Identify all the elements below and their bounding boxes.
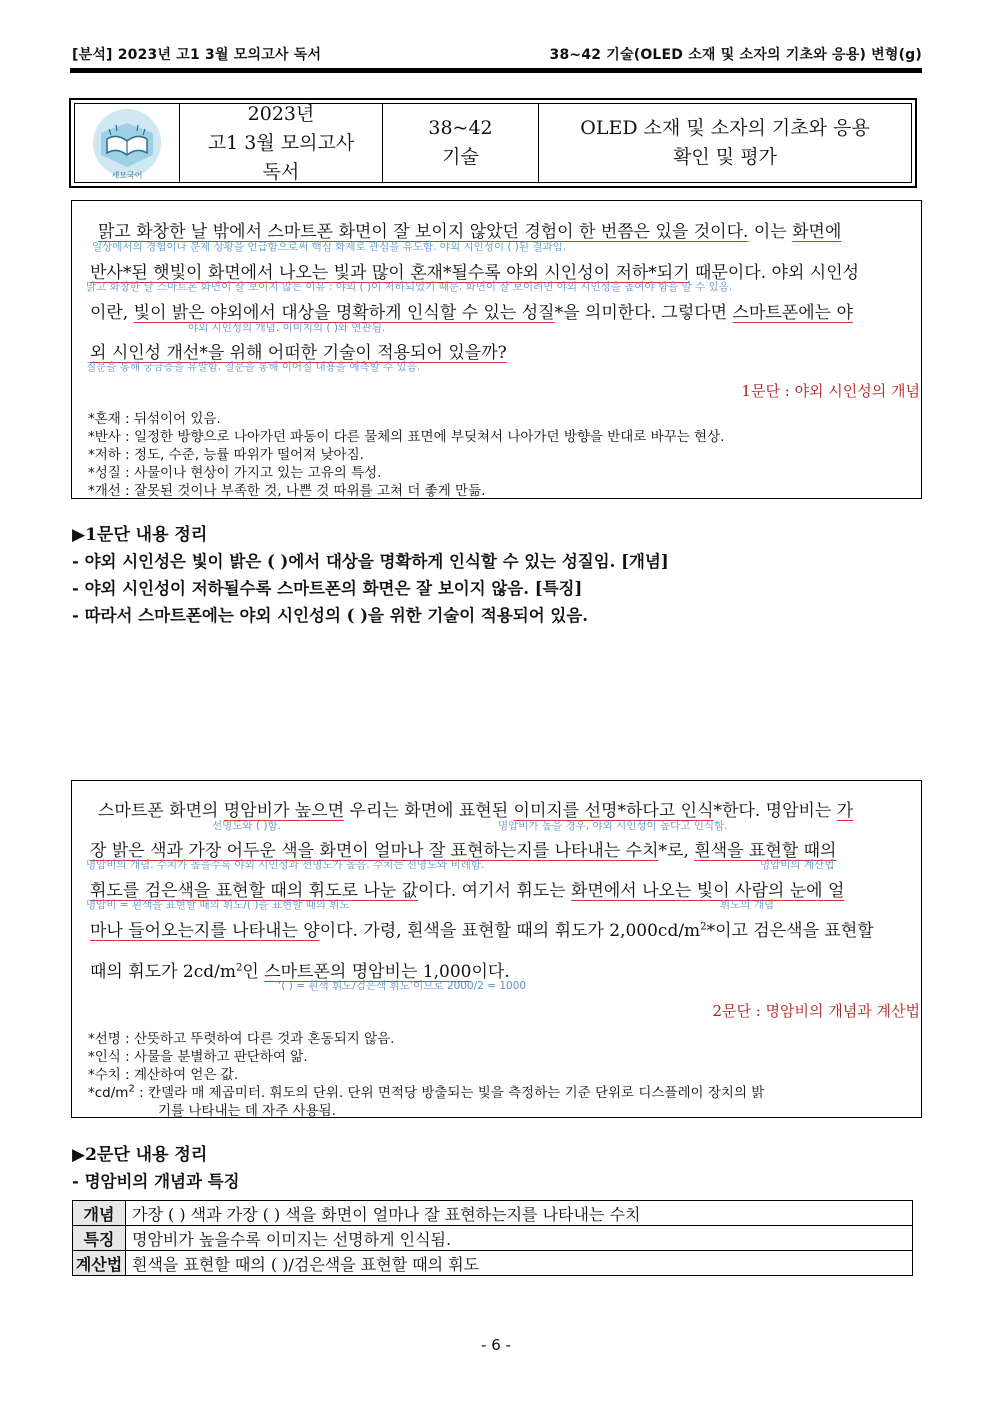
p1-underline-1: 맑고 화창한 날 밖에서 스마트폰 화면이 잘 보이지 않았던 경험이 한 번쯤은 있을 것이다. xyxy=(98,222,749,242)
table-value: 가장 ( ) 색과 가장 ( ) 색을 화면이 얼마나 잘 표현하는지를 나타내는 수치 xyxy=(126,1201,913,1226)
p2-underline-1: 명암비가 높으면 xyxy=(223,801,345,821)
p2-text: 우리는 화면에 표현된 xyxy=(344,801,514,821)
table-value: 명암비가 높을수록 이미지는 선명하게 인식됨. xyxy=(126,1226,913,1251)
table-row xyxy=(73,1226,913,1251)
summary-1-item: - 야외 시인성이 저하될수록 스마트폰의 화면은 잘 보이지 않음. [특징] xyxy=(72,579,583,598)
p2-note-2b: 명암비의 계산법 xyxy=(760,859,835,871)
glossary-item: *선명 : 산뜻하고 뚜렷하여 다른 것과 혼동되지 않음. xyxy=(88,1031,395,1047)
table-value: 흰색을 표현할 때의 ( )/검은색을 표현할 때의 휘도 xyxy=(126,1251,913,1276)
summary-1-heading: ▶1문단 내용 정리 xyxy=(72,525,208,545)
glossary-definition: : 칸델라 매 제곱미터. 휘도의 단위. 단위 면적당 방출되는 빛을 측정하는 기준 단위로 디스플레이 장치의 밝 xyxy=(134,1085,765,1101)
logo-caption: 세모국어 xyxy=(111,171,143,180)
superscript: 2 xyxy=(128,1083,135,1095)
paragraph-2-title: 2문단 : 명암비의 개념과 계산법 xyxy=(712,1002,920,1020)
table-key: 특징 xyxy=(73,1226,126,1251)
p1-underline-3: 반사*된 햇빛이 화면에서 나오는 빛과 많이 혼재*될수록 야외 시인성이 저하*되기 xyxy=(90,263,690,283)
question-field: 기술 xyxy=(442,146,479,168)
p2-text: 스마트폰 화면의 xyxy=(98,801,224,821)
header-left: [분석] 2023년 고1 3월 모의고사 독서 xyxy=(72,47,322,63)
summary-1-item: - 야외 시인성은 빛이 밝은 ( )에서 대상을 명확하게 인식할 수 있는 성질임. [개념] xyxy=(72,552,669,571)
p1-text: *을 의미한다. 그렇다면 xyxy=(554,303,733,323)
p2-note-1a: 선명도와 ( )함. xyxy=(212,820,281,832)
p1-text: 이란, xyxy=(90,303,134,323)
p1-note-1: 일상에서의 경험이나 문제 상황을 언급함으로써 핵심 화제로 관심을 유도함. 야외 시인성이 ( )된 결과임. xyxy=(92,241,567,253)
title-box xyxy=(69,98,917,188)
exam-year: 2023년 xyxy=(247,102,315,125)
glossary-item: *반사 : 일정한 방향으로 나아가던 파동이 다른 물체의 표면에 부딪쳐서 나아가던 방향을 반대로 바꾸는 현상. xyxy=(88,429,725,445)
header-right: 38~42 기술(OLED 소재 및 소자의 기초와 응용) 변형(g) xyxy=(549,47,922,63)
p2-text: *한다. 명암비는 xyxy=(713,801,837,821)
glossary-item: *혼재 : 뒤섞이어 있음. xyxy=(88,411,221,427)
table-key: 개념 xyxy=(73,1201,126,1226)
p1-note-3: 야외 시인성의 개념. 이미지의 ( )와 연관됨. xyxy=(188,322,386,334)
topic-cell xyxy=(539,104,911,182)
glossary-item xyxy=(88,1081,764,1101)
header-rule xyxy=(70,68,922,73)
p2-text: *로, xyxy=(658,841,695,861)
p2-note-2a: 명암비의 개념. 수치가 높을수록 야외 시인성과 선명도가 높음. 수치는 선명도와 비례함. xyxy=(86,859,485,871)
p2-underline-3: 가 xyxy=(836,801,854,821)
p2-underline-5: 흰색을 표현할 때의 xyxy=(694,841,837,861)
topic-subtitle: 확인 및 평가 xyxy=(673,146,777,168)
p2-text: 이다. 가령, 흰색을 표현할 때의 휘도가 2,000cd/m xyxy=(319,921,701,941)
exam-cell xyxy=(180,104,383,182)
p2-note-3a: 명암비 = 흰색을 표현할 때의 휘도/( )을 표현할 때의 휘도 xyxy=(86,899,350,911)
p2-text: 이다. 여기서 휘도는 xyxy=(418,881,572,901)
p2-note-1b: 명암비가 높을 경우, 야외 시인성이 높다고 인식함. xyxy=(498,820,728,832)
exam-subject: 독서 xyxy=(262,160,300,183)
glossary-item: *수치 : 계산하여 얻은 값. xyxy=(88,1067,239,1083)
passage-2-line-4 xyxy=(90,916,874,941)
p2-underline-7: 화면에서 나오는 빛이 사람의 눈에 얼 xyxy=(571,881,845,901)
p2-note-3b: 휘도의 개념 xyxy=(720,899,775,911)
logo-cell xyxy=(75,104,180,182)
topic-title: OLED 소재 및 소자의 기초와 응용 xyxy=(580,117,870,139)
paragraph-1-title: 1문단 : 야외 시인성의 개념 xyxy=(741,382,920,400)
p2-text: 인 xyxy=(242,962,265,982)
p2-text: 이다. xyxy=(471,962,510,982)
question-range: 38~42 xyxy=(428,117,493,139)
page-number: - 6 - xyxy=(481,1336,511,1354)
table-key: 계산법 xyxy=(73,1251,126,1276)
summary-2-subheading: - 명암비의 개념과 특징 xyxy=(72,1172,240,1191)
glossary-item-continued: 기를 나타내는 데 자주 사용됨. xyxy=(158,1103,336,1119)
p1-underline-4: 빛이 밝은 야외에서 대상을 명확하게 인식할 수 있는 성질 xyxy=(133,303,555,323)
table-row xyxy=(73,1201,913,1226)
p2-text: 때의 휘도가 2cd/m xyxy=(90,962,236,982)
glossary-term: *cd/m xyxy=(88,1085,129,1101)
glossary-item: *인식 : 사물을 분별하고 판단하여 앎. xyxy=(88,1049,308,1065)
summary-1-item: - 따라서 스마트폰에는 야외 시인성의 ( )을 위한 기술이 적용되어 있음. xyxy=(72,606,589,625)
summary-2-table xyxy=(72,1200,913,1276)
p2-underline-6: 휘도를 검은색을 표현할 때의 휘도로 나눈 값 xyxy=(90,881,419,901)
p2-underline-9: 스마트폰의 명암비는 1,000 xyxy=(264,962,472,982)
summary-2-heading: ▶2문단 내용 정리 xyxy=(72,1145,208,1165)
p2-underline-2: 이미지를 선명*하다고 인식 xyxy=(513,801,714,821)
p1-note-4: 질문을 통해 궁금증을 유발함. 질문을 통해 이어질 내용을 예측할 수 있음. xyxy=(86,361,421,373)
book-logo-icon xyxy=(87,105,167,181)
superscript: 2 xyxy=(700,921,707,933)
range-cell xyxy=(383,104,539,182)
p1-text: 이는 xyxy=(748,222,793,242)
glossary-item: *저하 : 정도, 수준, 능률 따위가 떨어져 낮아짐. xyxy=(88,447,364,463)
p2-text: *이고 검은색을 표현할 xyxy=(706,921,874,941)
p2-underline-4: 장 밝은 색과 가장 어두운 색을 화면이 얼마나 잘 표현하는지를 나타내는 수치 xyxy=(90,841,659,861)
table-row xyxy=(73,1251,913,1276)
p1-text: 때문이다. 야외 시인성 xyxy=(689,263,860,283)
superscript: 2 xyxy=(235,962,243,974)
p1-underline-6: 외 시인성 개선*을 위해 어떠한 기술이 적용되어 있을까? xyxy=(90,343,507,363)
exam-name: 고1 3월 모의고사 xyxy=(207,131,355,154)
glossary-item: *개선 : 잘못된 것이나 부족한 것, 나쁜 것 따위를 고쳐 더 좋게 만듦. xyxy=(88,483,486,499)
p1-underline-5: 스마트폰에는 야 xyxy=(732,303,853,323)
p2-underline-8: 마나 들어오는지를 나타내는 양 xyxy=(90,921,320,941)
glossary-item: *성질 : 사물이나 현상이 가지고 있는 고유의 특성. xyxy=(88,465,382,481)
p1-underline-2: 화면에 xyxy=(792,222,842,242)
p1-note-2: 맑고 화창한 날 스마트폰 화면이 잘 보이지 않는 이유 : 야외 ( )이 저하되었기 때문. 화면이 잘 보이려면 야외 시인성을 높여야 함을 알 수 있음. xyxy=(86,281,733,293)
p2-note-5: ‘( ) = 흰색 휘도/검은색 휘도’이므로 2000/2 = 1000 xyxy=(278,980,527,992)
